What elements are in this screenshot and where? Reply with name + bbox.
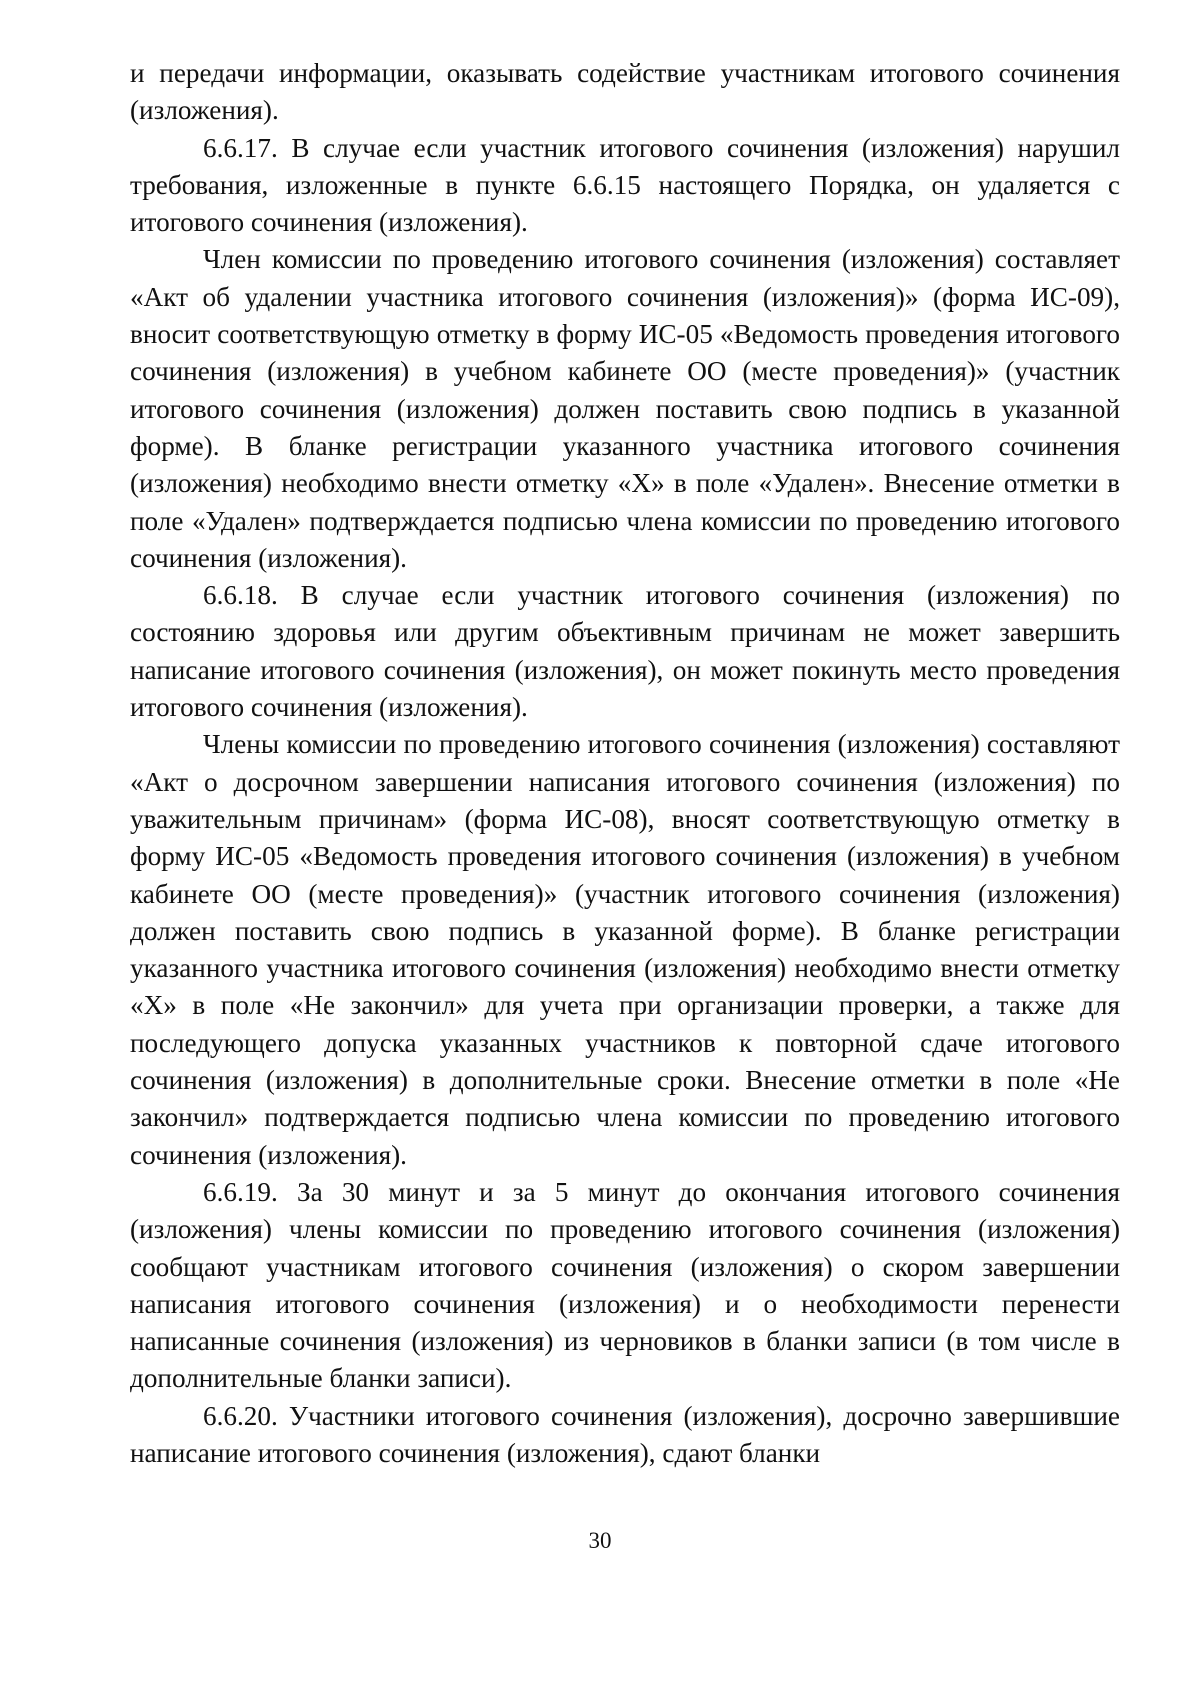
paragraph-6-6-20: 6.6.20. Участники итогового сочинения (изложения), досрочно завершившие написание итогового сочинения (изложения), сдают бланки	[130, 1400, 1120, 1468]
paragraph-6-6-18: 6.6.18. В случае если участник итогового сочинения (изложения) по состоянию здоровья или другим объективным причинам не может завершить написание итогового сочинения (изложения), он может покинуть место проведения итогового сочинения (изложения).	[130, 580, 1120, 723]
paragraph-removal-act: Член комиссии по проведению итогового сочинения (изложения) составляет «Акт об удалении участника итогового сочинения (изложения)» (форма ИС-09), вносит соответствующую отметку в форму ИС-05 «Ведомость проведения итогового сочинения (изложения) в учебном кабинете ОО (месте проведения)» (участник итогового сочинения (изложения) должен поставить свою подпись в указанной форме). В бланке регистрации указанного участника итогового сочинения (изложения) необходимо внести отметку «X» в поле «Удален». Внесение отметки в поле «Удален» подтверждается подписью члена комиссии по проведению итогового сочинения (изложения).	[130, 244, 1120, 573]
paragraph-early-completion-act: Члены комиссии по проведению итогового сочинения (изложения) составляют «Акт о досрочном завершении написания итогового сочинения (изложения) по уважительным причинам» (форма ИС-08), вносят соответствующую отметку в форму ИС-05 «Ведомость проведения итогового сочинения (изложения) в учебном кабинете ОО (месте проведения)» (участник итогового сочинения (изложения) должен поставить свою подпись в указанной форме). В бланке регистрации указанного участника итогового сочинения (изложения) необходимо внести отметку «X» в поле «Не закончил» для учета при организации проверки, а также для последующего допуска указанных участников к повторной сдаче итогового сочинения (изложения) в дополнительные сроки. Внесение отметки в поле «Не закончил» подтверждается подписью члена комиссии по проведению итогового сочинения (изложения).	[130, 729, 1120, 1170]
page-number: 30	[588, 1528, 612, 1553]
paragraph-continuation: и передачи информации, оказывать содействие участникам итогового сочинения (изложения).	[130, 58, 1120, 126]
paragraph-6-6-19: 6.6.19. За 30 минут и за 5 минут до окончания итогового сочинения (изложения) члены комиссии по проведению итогового сочинения (изложения) сообщают участникам итогового сочинения (изложения) о скором завершении написания итогового сочинения (изложения) и о необходимости перенести написанные сочинения (изложения) из черновиков в бланки записи (в том числе в дополнительные бланки записи).	[130, 1176, 1120, 1394]
body-text	[130, 55, 1120, 1472]
paragraph-6-6-17: 6.6.17. В случае если участник итогового сочинения (изложения) нарушил требования, изложенные в пункте 6.6.15 настоящего Порядка, он удаляется с итогового сочинения (изложения).	[130, 132, 1120, 238]
